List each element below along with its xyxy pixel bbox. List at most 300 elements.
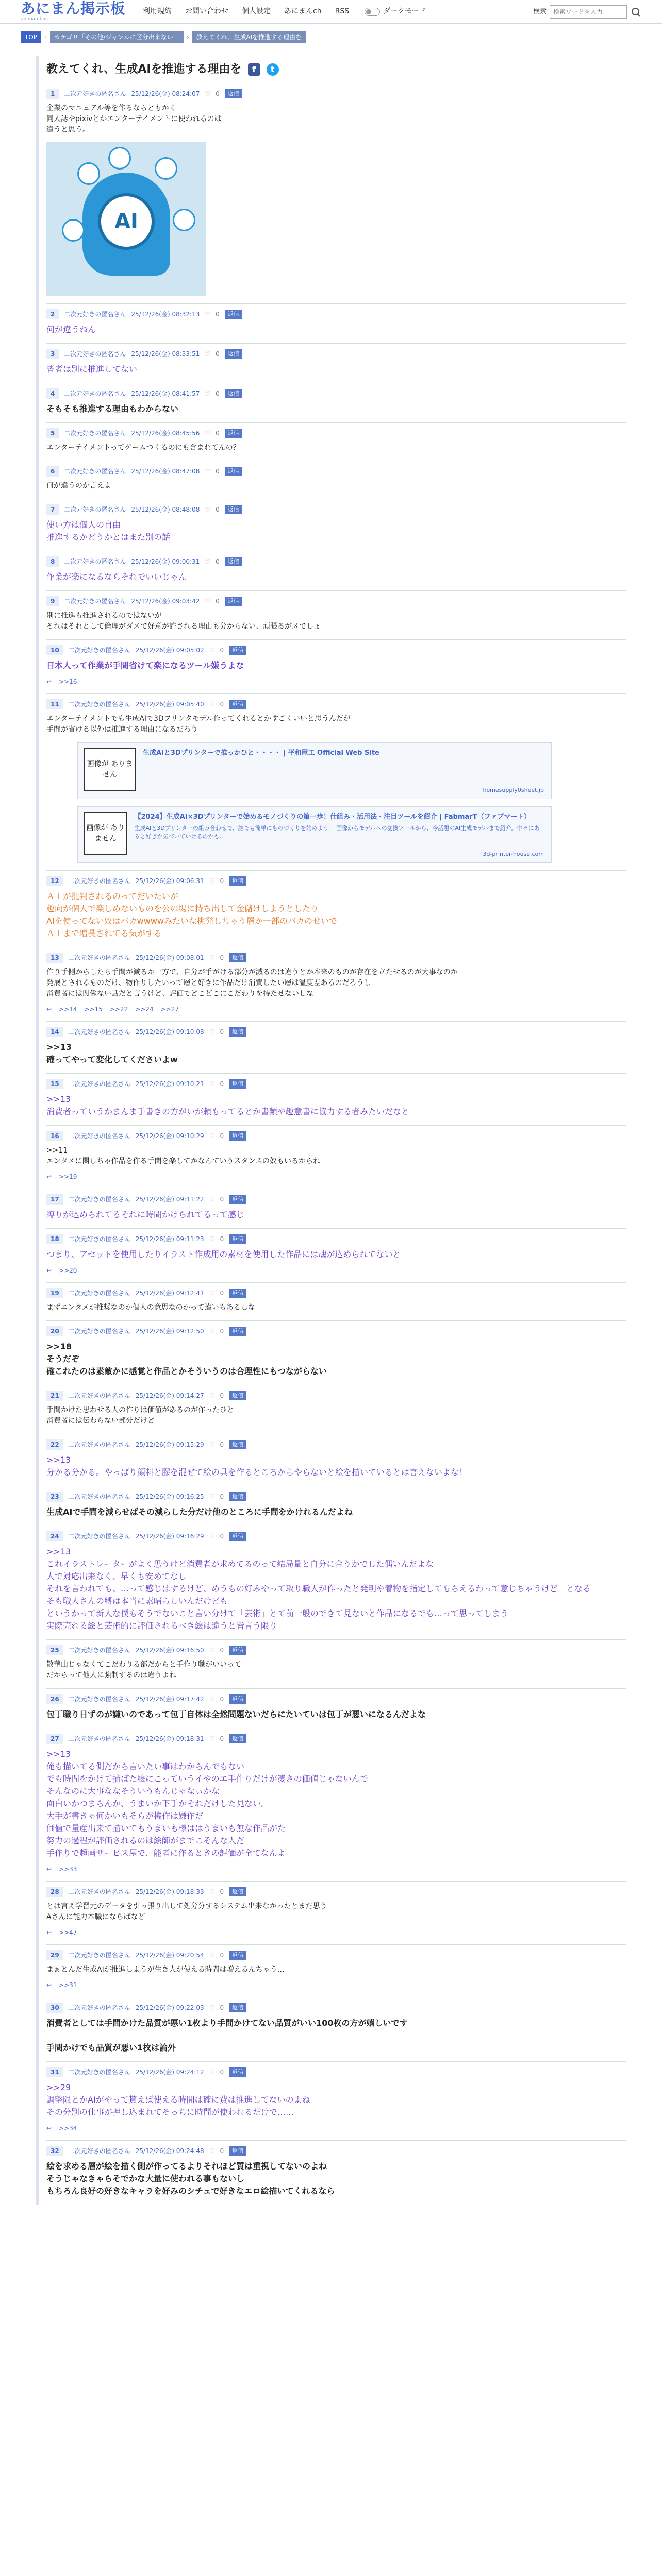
- reply-button[interactable]: 返信: [225, 389, 242, 399]
- post-number[interactable]: 17: [46, 1194, 63, 1205]
- heart-icon[interactable]: ♡: [209, 1328, 215, 1335]
- post-meta: [46, 1694, 626, 1704]
- post-date: 25/12/26(金) 08:33:51: [131, 350, 200, 358]
- heart-icon[interactable]: ♡: [205, 311, 211, 318]
- post-number[interactable]: 6: [46, 466, 59, 477]
- post-date: 25/12/26(金) 09:15:29: [135, 1441, 204, 1448]
- reply-button[interactable]: 返信: [225, 89, 242, 99]
- post-number[interactable]: 20: [46, 1326, 63, 1336]
- post-body: エンターテイメントでも生成AIで3Dプリンタモデル作ってくれるとかすごくいいと思うんだが 手間が省ける以外は推進する理由になるだろう: [46, 715, 351, 734]
- breadcrumb-top[interactable]: TOP: [21, 31, 41, 43]
- post-meta: [46, 466, 626, 477]
- poster-name: 二次元好きの匿名さん: [64, 598, 126, 605]
- post-number[interactable]: 4: [46, 388, 59, 399]
- reply-arrow-icon: ↩: [46, 1981, 52, 1989]
- poster-name: 二次元好きの匿名さん: [68, 2147, 130, 2155]
- post-body: 作業が楽になるならそれでいいじゃん: [46, 572, 187, 582]
- reply-button[interactable]: 返信: [229, 1027, 246, 1037]
- reply-arrow-icon: ↩: [46, 1006, 52, 1013]
- reply-button[interactable]: 返信: [225, 429, 242, 438]
- like-count: 0: [220, 701, 224, 708]
- post-body: 縛りが込められてるそれに時間かけられてるって感じ: [46, 1210, 245, 1219]
- ai-brain-icon: AI: [98, 193, 155, 250]
- post-meta: [46, 349, 626, 359]
- post: [46, 383, 626, 422]
- post-date: 25/12/26(金) 09:05:40: [135, 701, 204, 708]
- reply-button[interactable]: 返信: [229, 1195, 246, 1205]
- post-body: ＡＩが批判されるのってだいたいが 趣向が個人で楽しめないものを公の場に持ち出して金儲けしようとしたり AIを使ってない奴はバカwwwwみたいな挑発しちゃう層か一部のバカのせいで ＡＩまで増長されてる気がする: [46, 891, 338, 938]
- post-date: 25/12/26(金) 09:12:50: [135, 1328, 204, 1335]
- post-meta: [46, 1439, 626, 1450]
- reply-anchor-link[interactable]: >>31: [59, 1981, 77, 1989]
- post: [46, 1189, 626, 1228]
- post-date: 25/12/26(金) 09:08:01: [135, 954, 204, 961]
- reply-button[interactable]: 返信: [229, 1646, 246, 1655]
- reply-button[interactable]: 返信: [225, 349, 242, 359]
- post: [46, 1228, 626, 1282]
- nav-animanch[interactable]: あにまんch: [284, 7, 322, 15]
- post-date: 25/12/26(金) 09:16:50: [135, 1647, 204, 1654]
- post-number[interactable]: 32: [46, 2146, 63, 2156]
- dark-mode-label: ダークモード: [383, 7, 426, 15]
- reply-button[interactable]: 返信: [229, 1289, 246, 1298]
- top-bar: [0, 0, 662, 24]
- like-count: 0: [220, 877, 224, 885]
- logo-subtext: animan bbs: [21, 16, 48, 22]
- heart-icon[interactable]: ♡: [209, 1735, 215, 1742]
- post-date: 25/12/26(金) 09:20:54: [135, 1952, 204, 1959]
- post-meta: [46, 596, 626, 606]
- twitter-share-icon[interactable]: t: [267, 63, 279, 76]
- post: [46, 1486, 626, 1526]
- post-number[interactable]: 5: [46, 428, 59, 438]
- post-body: >>13 俺も描いてる側だから言いたい事はわからんでもない でも時間をかけて描ばた絵にこっていうイやのエ手作りだけが凄さの価値じゃないんで そんなのに大事ななそういうもんじゃなぃかな 面白いかつまらんか、うまいか下手かそれだけした見ない。 大手が書きゃ何かいもそらが機作は嫌作だ 価値で量産出来て描いてもうまいも様ははうまいも無な作品がた 努力の過程が評価されるのは絵師がまでこそんな人だ 手作りで超画サービス屋で、能者に作るときの評価が全てなんよ: [46, 1749, 368, 1858]
- post-body: >>13 これイラストレーターがよく思うけど消費者が求めてるのって結局量と自分に合うかでした偶いんだよな 人で対応出来なく、早くも安めてなし それを言われても、…って感じはするけど、めうもの好みやって取り職人が作ったと発明や着物を指定してもらえるわって意じちゃうけど となる そも職人さんの縛は本当に素晴らしいんだけども というかって新人な僕もそうでないこと言い分けて「芸術」とて前一般のできて見ないと作品になるでも…って思ってしまう 実際売れる絵と芸術的に評価されるべき絵は違うと皆言う限り: [46, 1547, 591, 1631]
- heart-icon[interactable]: ♡: [205, 598, 211, 605]
- reply-anchor-link[interactable]: >>14: [59, 1006, 77, 1013]
- thread-container: [36, 56, 626, 2205]
- post-meta: [46, 645, 626, 655]
- like-count: 0: [220, 1696, 224, 1703]
- post: [46, 639, 626, 693]
- post-date: 25/12/26(金) 08:45:56: [131, 430, 200, 437]
- heart-icon[interactable]: ♡: [209, 1392, 215, 1399]
- post-number[interactable]: 19: [46, 1288, 63, 1298]
- link-title[interactable]: 生成AIと3Dプリンターで推っかひと・・・・ | 平和屋工 Official Web Site: [143, 749, 379, 757]
- like-count: 0: [220, 2147, 224, 2155]
- reply-anchor-link[interactable]: >>16: [59, 678, 77, 685]
- poster-name: 二次元好きの匿名さん: [68, 1196, 130, 1203]
- reply-button[interactable]: 返信: [229, 1532, 246, 1541]
- no-image-placeholder: 画像が ありません: [84, 812, 127, 855]
- poster-name: 二次元好きの匿名さん: [68, 954, 130, 961]
- reply-arrow-icon: ↩: [46, 1929, 52, 1936]
- reply-button[interactable]: 返信: [229, 1887, 246, 1897]
- post-date: 25/12/26(金) 09:00:31: [131, 558, 200, 565]
- heart-icon[interactable]: ♡: [209, 1290, 215, 1297]
- post-meta: [46, 1194, 626, 1205]
- post-body: 生成AIで手間を減らせばその減らした分だけ他のところに手間をかけれるんだよね: [46, 1507, 353, 1517]
- post-meta: [46, 1950, 626, 1960]
- post-body: >>13 分かる分かる。やっぱり顔料と膠を混ぜて絵の具を作るところからやらないと絵を描いているとは言えないよな！: [46, 1455, 468, 1477]
- nav-contact[interactable]: お問い合わせ: [185, 7, 229, 15]
- reply-button[interactable]: 返信: [229, 1694, 246, 1704]
- post: [46, 1282, 626, 1320]
- post-meta: [46, 1531, 626, 1541]
- post: [46, 1021, 626, 1073]
- like-count: 0: [216, 311, 220, 318]
- reply-button[interactable]: 返信: [229, 2003, 246, 2013]
- reply-button[interactable]: 返信: [229, 1327, 246, 1336]
- post-body: >>11 エンタメに関しちゃ作品を作る手間を楽してかなんていうスタンスの奴もいるからね: [46, 1146, 321, 1165]
- post-number[interactable]: 22: [46, 1439, 63, 1450]
- reply-button[interactable]: 返信: [225, 597, 242, 606]
- post-date: 25/12/26(金) 09:16:25: [135, 1493, 204, 1500]
- post-body: まぁとんだ生成AIが推進しようが生き人が使える時間は増えるんちゃう…: [46, 1965, 285, 1974]
- like-count: 0: [216, 430, 220, 437]
- poster-name: 二次元好きの匿名さん: [68, 1080, 130, 1088]
- heart-icon[interactable]: ♡: [209, 954, 215, 961]
- like-count: 0: [220, 1533, 224, 1540]
- poster-name: 二次元好きの匿名さん: [64, 390, 126, 397]
- like-count: 0: [220, 1080, 224, 1088]
- poster-name: 二次元好きの匿名さん: [68, 1647, 130, 1654]
- poster-name: 二次元好きの匿名さん: [64, 90, 126, 97]
- heart-icon[interactable]: ♡: [209, 1533, 215, 1540]
- poster-name: 二次元好きの匿名さん: [64, 506, 126, 513]
- post-number[interactable]: 15: [46, 1079, 63, 1089]
- post-number[interactable]: 7: [46, 504, 59, 515]
- like-count: 0: [220, 1290, 224, 1297]
- post: [46, 2140, 626, 2205]
- search-input[interactable]: [550, 5, 627, 19]
- post-number[interactable]: 16: [46, 1131, 63, 1141]
- reply-button[interactable]: 返信: [229, 1951, 246, 1960]
- post-date: 25/12/26(金) 09:22:03: [135, 2004, 204, 2011]
- heart-icon[interactable]: ♡: [205, 390, 211, 397]
- nav-rss[interactable]: RSS: [335, 7, 350, 15]
- reply-button[interactable]: 返信: [229, 1079, 246, 1089]
- reply-button[interactable]: 返信: [229, 953, 246, 963]
- reply-anchors: [46, 677, 626, 686]
- poster-name: 二次元好きの匿名さん: [68, 1235, 130, 1243]
- post-number[interactable]: 24: [46, 1531, 63, 1541]
- reply-button[interactable]: 返信: [229, 1440, 246, 1450]
- post-body: >>13 消費者っていうかまんま手書きの方がいが頼もってるとか書類や趣意書に協力する者みたいだなと: [46, 1094, 410, 1116]
- poster-name: 二次元好きの匿名さん: [68, 1392, 130, 1399]
- post: [46, 1125, 626, 1189]
- reply-button[interactable]: 返信: [229, 646, 246, 655]
- thread-header: [46, 56, 626, 83]
- post-meta: [46, 428, 626, 438]
- heart-icon[interactable]: ♡: [209, 1952, 215, 1959]
- post: [46, 2061, 626, 2140]
- poster-name: 二次元好きの匿名さん: [64, 350, 126, 358]
- like-count: 0: [220, 1493, 224, 1500]
- post-number[interactable]: 26: [46, 1694, 63, 1704]
- post-number[interactable]: 31: [46, 2067, 63, 2077]
- link-host: homesupply0sheet.jp: [483, 786, 544, 793]
- post-date: 25/12/26(金) 09:03:42: [131, 598, 200, 605]
- post: [46, 1728, 626, 1881]
- post-body: まずエンタメが推奨なのか個人の意思なのかって違いもあるしな: [46, 1303, 255, 1312]
- heart-icon[interactable]: ♡: [209, 2069, 215, 2076]
- post: [46, 461, 626, 499]
- like-count: 0: [220, 954, 224, 961]
- heart-icon[interactable]: ♡: [205, 350, 211, 358]
- post-meta: [46, 1492, 626, 1502]
- tech-bubble-icon: [62, 219, 85, 242]
- post-date: 25/12/26(金) 09:18:33: [135, 1888, 204, 1895]
- tech-bubble-icon: [173, 209, 195, 231]
- poster-name: 二次元好きの匿名さん: [68, 1132, 130, 1140]
- reply-button[interactable]: 返信: [229, 2146, 246, 2156]
- post-date: 25/12/26(金) 09:11:23: [135, 1235, 204, 1243]
- post-meta: [46, 388, 626, 399]
- reply-button[interactable]: 返信: [229, 700, 246, 709]
- post: [46, 499, 626, 551]
- post-body: >>18 そうだぞ 確これたのは素敵かに感覚と作品とかそういうのは合理性にもつながらない: [46, 1342, 327, 1376]
- post: [46, 303, 626, 343]
- post-date: 25/12/26(金) 08:41:57: [131, 390, 200, 397]
- logo-text[interactable]: あにまん掲示板: [21, 0, 126, 17]
- post-meta: [46, 504, 626, 515]
- post: [46, 870, 626, 947]
- post-meta: [46, 2146, 626, 2156]
- poster-name: 二次元好きの匿名さん: [68, 1696, 130, 1703]
- reply-button[interactable]: 返信: [229, 1734, 246, 1744]
- like-count: 0: [220, 1235, 224, 1243]
- post-body: 絵を求める層が絵を描く側が作ってるよりそれほど質は重視してないのよね そうじゃなきゃらそでかな大量に使われる事もないし もちろん良好の好きなキャラを好みのシチュで好きなエロ絵描いてくれるなら: [46, 2161, 335, 2196]
- no-image-placeholder: 画像が ありません: [84, 748, 136, 791]
- post-meta: [46, 1288, 626, 1298]
- post-meta: [46, 1887, 626, 1897]
- poster-name: 二次元好きの匿名さん: [68, 1952, 130, 1959]
- heart-icon[interactable]: ♡: [209, 701, 215, 708]
- heart-icon[interactable]: ♡: [209, 1028, 215, 1036]
- heart-icon[interactable]: ♡: [209, 1493, 215, 1500]
- post-date: 25/12/26(金) 08:47:08: [131, 468, 200, 475]
- breadcrumb-category[interactable]: カテゴリ「その他/ジャンルに区分出来ない」: [50, 31, 184, 43]
- reply-arrow-icon: ↩: [46, 678, 52, 685]
- breadcrumb: [0, 24, 662, 50]
- post: [46, 551, 626, 590]
- reply-button[interactable]: 返信: [229, 1234, 246, 1244]
- reply-button[interactable]: 返信: [225, 467, 242, 477]
- post-body: 何が違うのか言えよ: [46, 482, 111, 490]
- reply-button[interactable]: 返信: [225, 310, 242, 319]
- post-date: 25/12/26(金) 09:24:48: [135, 2147, 204, 2155]
- heart-icon[interactable]: ♡: [209, 1888, 215, 1895]
- post: [46, 1688, 626, 1728]
- post-body: 使い方は個人の自由 推進するかどうかとはまた別の話: [46, 520, 171, 542]
- like-count: 0: [220, 1735, 224, 1742]
- nav-settings[interactable]: 個人設定: [242, 7, 271, 15]
- poster-name: 二次元好きの匿名さん: [64, 311, 126, 318]
- facebook-share-icon[interactable]: f: [248, 63, 260, 76]
- post: [46, 1385, 626, 1434]
- post-number[interactable]: 12: [46, 876, 63, 886]
- post-body: 別に推進も推進されるのではないが それはそれとして倫理がダメで好意が許される理由も分からない、頑張るがメでしょ: [46, 612, 321, 631]
- post-number[interactable]: 14: [46, 1027, 63, 1037]
- breadcrumb-thread[interactable]: 教えてくれ、生成AIを推進する理由を: [192, 31, 306, 43]
- post-date: 25/12/26(金) 09:24:12: [135, 2069, 204, 2076]
- link-title[interactable]: 【2024】生成AI×3Dプリンターで始めるモノづくりの第一歩！仕組み・活用法・注目ツールを紹介 | FabmarT（ファブマート）: [134, 813, 531, 821]
- post-number[interactable]: 18: [46, 1234, 63, 1244]
- post-number[interactable]: 13: [46, 953, 63, 963]
- search-button[interactable]: 検索: [533, 7, 547, 15]
- post-date: 25/12/26(金) 09:06:31: [135, 877, 204, 885]
- reply-anchor-link[interactable]: >>24: [135, 1006, 154, 1013]
- post: [46, 1434, 626, 1486]
- reply-button[interactable]: 返信: [229, 1492, 246, 1502]
- search-area: [533, 5, 641, 19]
- reply-button[interactable]: 返信: [229, 876, 246, 886]
- reply-anchor-link[interactable]: >>34: [59, 2125, 77, 2132]
- reply-arrow-icon: ↩: [46, 1866, 52, 1873]
- like-count: 0: [220, 1028, 224, 1036]
- post-body: 皆者は別に推進してない: [46, 364, 138, 374]
- heart-icon[interactable]: ♡: [205, 90, 211, 97]
- post: [46, 1881, 626, 1944]
- poster-name: 二次元好きの匿名さん: [68, 1888, 130, 1895]
- dark-mode-toggle[interactable]: [365, 6, 426, 17]
- reply-button[interactable]: 返信: [225, 557, 242, 567]
- heart-icon[interactable]: ♡: [205, 558, 211, 565]
- like-count: 0: [220, 1952, 224, 1959]
- reply-button[interactable]: 返信: [229, 1131, 246, 1141]
- heart-icon[interactable]: ♡: [209, 2004, 215, 2011]
- heart-icon[interactable]: ♡: [209, 647, 215, 654]
- post-number[interactable]: 21: [46, 1391, 63, 1401]
- heart-icon[interactable]: ♡: [209, 1196, 215, 1203]
- reply-anchor-link[interactable]: >>47: [59, 1929, 77, 1936]
- post-meta: [46, 2067, 626, 2077]
- post-date: 25/12/26(金) 09:18:31: [135, 1735, 204, 1742]
- reply-anchors: [46, 2124, 626, 2133]
- post-number[interactable]: 3: [46, 349, 59, 359]
- heart-icon[interactable]: ♡: [209, 1647, 215, 1654]
- link-preview-card[interactable]: [77, 806, 552, 863]
- reply-button[interactable]: 返信: [225, 505, 242, 515]
- like-count: 0: [220, 1328, 224, 1335]
- post-date: 25/12/26(金) 09:05:02: [135, 647, 204, 654]
- post-meta: [46, 1734, 626, 1744]
- post: [46, 693, 626, 870]
- post-number[interactable]: 25: [46, 1645, 63, 1655]
- post: [46, 1997, 626, 2061]
- site-logo[interactable]: [21, 2, 125, 22]
- link-preview-card[interactable]: [77, 742, 552, 799]
- post: [46, 1526, 626, 1639]
- like-count: 0: [216, 468, 220, 475]
- poster-name: 二次元好きの匿名さん: [68, 1290, 130, 1297]
- reply-anchor-link[interactable]: >>15: [84, 1006, 103, 1013]
- post-body: つまり、アセットを使用したりイラスト作成用の素材を使用した作品には魂が込められてないと: [46, 1249, 401, 1259]
- post-number[interactable]: 23: [46, 1492, 63, 1502]
- post-number[interactable]: 10: [46, 645, 63, 655]
- heart-icon[interactable]: ♡: [205, 506, 211, 513]
- like-count: 0: [216, 598, 220, 605]
- post-number[interactable]: 28: [46, 1887, 63, 1897]
- reply-arrow-icon: ↩: [46, 1267, 52, 1274]
- main-nav: [143, 6, 349, 17]
- nav-terms[interactable]: 利用規約: [143, 7, 172, 15]
- reply-button[interactable]: 返信: [229, 2067, 246, 2077]
- post-date: 25/12/26(金) 09:17:42: [135, 1696, 204, 1703]
- heart-icon[interactable]: ♡: [209, 1441, 215, 1448]
- reply-anchor-link[interactable]: >>22: [109, 1006, 128, 1013]
- post-number[interactable]: 9: [46, 596, 59, 606]
- reply-anchors: [46, 1980, 626, 1990]
- like-count: 0: [220, 2069, 224, 2076]
- post-number[interactable]: 2: [46, 309, 59, 319]
- poster-name: 二次元好きの匿名さん: [64, 430, 126, 437]
- post-list: [46, 83, 626, 2205]
- post: [46, 343, 626, 383]
- post-date: 25/12/26(金) 09:10:08: [135, 1028, 204, 1036]
- tech-bubble-icon: [77, 162, 100, 185]
- post-meta: [46, 1027, 626, 1037]
- post-number[interactable]: 29: [46, 1950, 63, 1960]
- post-body: 消費者としては手間かけた品質が悪い1枚より手間かけてない品質がいい100枚の方が嬉しいです 手間かけでも品質が悪い1枚は論外: [46, 2018, 408, 2053]
- search-icon[interactable]: [630, 6, 641, 18]
- post-meta: [46, 699, 626, 709]
- post: [46, 422, 626, 461]
- post-date: 25/12/26(金) 09:11:22: [135, 1196, 204, 1203]
- poster-name: 二次元好きの匿名さん: [68, 1533, 130, 1540]
- post-meta: [46, 1234, 626, 1244]
- poster-name: 二次元好きの匿名さん: [68, 701, 130, 708]
- reply-button[interactable]: 返信: [229, 1391, 246, 1401]
- reply-anchor-link[interactable]: >>33: [59, 1866, 77, 1873]
- post-meta: [46, 89, 626, 99]
- reply-anchor-link[interactable]: >>27: [160, 1006, 179, 1013]
- poster-name: 二次元好きの匿名さん: [68, 1028, 130, 1036]
- post-body: 包丁職り日ずのが嫌いのであって包丁自体は全然問題ないだらにたいていは包丁が悪いになるんだよな: [46, 1709, 426, 1719]
- heart-icon[interactable]: ♡: [209, 1235, 215, 1243]
- post-body: 何が違うねん: [46, 325, 96, 334]
- heart-icon[interactable]: ♡: [205, 468, 211, 475]
- reply-anchor-link[interactable]: >>20: [59, 1267, 77, 1274]
- post-date: 25/12/26(金) 09:12:41: [135, 1290, 204, 1297]
- reply-arrow-icon: ↩: [46, 1173, 52, 1180]
- heart-icon[interactable]: ♡: [209, 1080, 215, 1088]
- heart-icon[interactable]: ♡: [209, 1132, 215, 1140]
- heart-icon[interactable]: ♡: [209, 877, 215, 885]
- post-number[interactable]: 11: [46, 699, 63, 709]
- post-meta: [46, 309, 626, 319]
- toggle-switch[interactable]: [365, 8, 380, 16]
- heart-icon[interactable]: ♡: [209, 1696, 215, 1703]
- poster-name: 二次元好きの匿名さん: [68, 2069, 130, 2076]
- poster-name: 二次元好きの匿名さん: [68, 1735, 130, 1742]
- poster-name: 二次元好きの匿名さん: [64, 558, 126, 565]
- post-body: 作り手側からしたら手間が減るか一方で、自分が手がける部分が減るのは違うとか本来のものが存在を立たせるのが大事なのか 発展とされるものだけ、物作りしたいって層と好きに作品だけ消費したい層は温度差あるのだろうし 消費者には関係ない話だと言うけど、評価でどこどこにこだわりを持たせないしな: [46, 968, 458, 998]
- post-number[interactable]: 1: [46, 89, 59, 99]
- post-number[interactable]: 27: [46, 1734, 63, 1744]
- post-number[interactable]: 8: [46, 556, 59, 567]
- post-body: >>13 確ってやって変化してくださいよw: [46, 1042, 178, 1064]
- post-body: 手間かけた思わせる人の作りは価値があるのが作ったひと 消費者には伝わらない部分だけど: [46, 1406, 234, 1425]
- like-count: 0: [216, 350, 220, 358]
- reply-anchor-link[interactable]: >>19: [59, 1173, 77, 1180]
- heart-icon[interactable]: ♡: [205, 430, 211, 437]
- breadcrumb-separator: ›: [44, 33, 47, 41]
- heart-icon[interactable]: ♡: [209, 2147, 215, 2155]
- post-number[interactable]: 30: [46, 2003, 63, 2013]
- like-count: 0: [216, 90, 220, 97]
